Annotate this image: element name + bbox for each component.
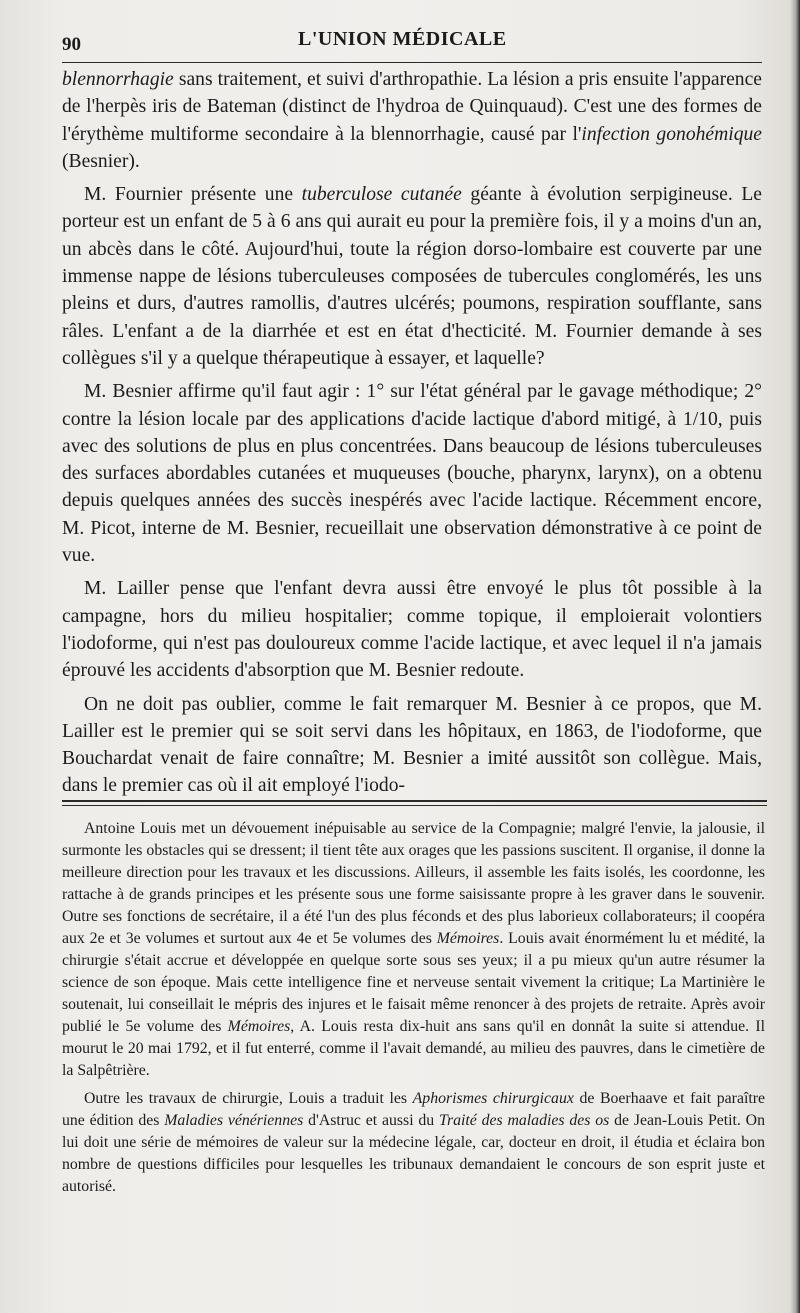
main-text	[62, 66, 762, 806]
page-number: 90	[62, 34, 81, 55]
page-header	[62, 24, 762, 60]
paragraph-3: M. Besnier affirme qu'il faut agir : 1° sur l'état général par le gavage méthodique; 2° contre la lésion locale par des applications d'acide lactique d'abord mitigé, à 1/10, puis avec des solutions de plus en plus concentrées. Dans beaucoup de lésions tuberculeuses des surfaces abordables cutanées et muqueuses (bouche, pharynx, larynx), on a obtenu depuis quelques années des succès inespérés avec l'acide lactique. Récemment encore, M. Picot, interne de M. Besnier, recueillait une observation démonstrative à ce point de vue.	[62, 381, 762, 567]
italic-text: tuberculose cutanée	[301, 184, 462, 206]
text-run: . Louis avait énormément lu et médité, la chirurgie s'était accrue et développée en quelque sorte sous ses yeux; il a pu mieux qu'un autre résumer la science de son époque. Mais cette intelligence fine et nerveuse sentait vivement la critique; La Martinière le soutenait, lui conseillait le mépris des injures et le faisait même renoncer à des projets de retraite. Après avoir publié le 5e volume des	[62, 930, 766, 1035]
italic-text: Mémoires	[227, 1018, 291, 1035]
footnote-paragraph-1	[62, 818, 765, 1082]
paragraph-4: M. Lailler pense que l'enfant devra aussi être envoyé le plus tôt possible à la campagne, hors du milieu hospitalier; comme topique, il emploierait volontiers l'iodoforme, qui n'est pas douloureux comme l'acide lactique, et avec lequel il n'a jamais éprouvé les accidents d'absorption que M. Besnier redoute.	[62, 578, 762, 682]
running-title: L'UNION MÉDICALE	[298, 28, 507, 50]
footnote-paragraph-2	[62, 1088, 765, 1198]
text-run: Antoine Louis met un dévouement inépuisable au service de la Compagnie; malgré l'envie, la jalousie, il surmonte les obstacles qui se dressent; il tient tête aux orages que les passions suscitent. Il organise, il donne la meilleure direction pour les travaux et les discussions. Ailleurs, il assemble les faits isolés, les coordonne, les rattache à de grands principes et les présente sous une forme saisissante propre à les graver dans le souvenir. Outre ses fonctions de secrétaire, il a été l'un des plus féconds et des plus laborieux collaborateurs; il coopéra aux 2e et 3e volumes et surtout aux 4e et 5e volumes des	[62, 820, 765, 947]
text-run: de Boerhaave et fait paraître une édition des	[62, 1090, 766, 1129]
text-run: Outre les travaux de chirurgie, Louis a traduit les	[84, 1090, 413, 1107]
paragraph-2	[62, 181, 762, 372]
header-rule	[62, 62, 762, 63]
italic-text: Mémoires	[436, 930, 500, 947]
italic-text: infection gonohémique	[581, 123, 762, 145]
text-run: de Jean-Louis Petit. On lui doit une série de mémoires de valeur sur la médecine légale, car, docteur en droit, il étudia et éclaira bon nombre de questions difficiles pour lesquelles les tribunaux demandaient le concours de son esprit juste et autorisé.	[62, 1112, 765, 1195]
italic-text: blennorrhagie	[62, 69, 174, 90]
text-run: , A. Louis resta dix-huit ans sans qu'il en donnât la suite si attendue. Il mourut le 20 mai 1792, et il fut enterré, comme il l'avait demandé, au milieu des pauvres, dans le cimetière de la Salpêtrière.	[62, 1018, 765, 1079]
paragraph-5: On ne doit pas oublier, comme le fait remarquer M. Besnier à ce propos, que M. Lailler est le premier qui se soit servi dans les hôpitaux, en 1863, de l'iodoforme, que Bouchardat venait de faire connaître; M. Besnier a imité aussitôt son collègue. Mais, dans le premier cas où il ait employé l'iodo-	[62, 693, 762, 797]
text-run: géante à évolution serpigineuse. Le porteur est un enfant de 5 à 6 ans qui aurait eu pour la première fois, il y a moins d'un an, un abcès dans le côté. Aujourd'hui, toute la région dorso-lombaire est couverte par une immense nappe de lésions tuberculeuses composées de tubercules conglomérés, les uns pleins et durs, d'autres ramollis, d'autres ulcérés; poumons, respiration soufflante, sans râles. L'enfant a de la diarrhée et est en état d'hecticité. M. Fournier demande à ses collègues s'il y a quelque thérapeutique à essayer, et laquelle?	[62, 184, 762, 369]
footnote-separator-thin	[62, 805, 767, 806]
footnotes	[62, 818, 765, 1204]
text-run: (Besnier).	[62, 150, 140, 172]
footnote-separator-thick	[62, 800, 767, 802]
italic-text: Maladies vénériennes	[164, 1112, 304, 1129]
text-run: M. Fournier présente une	[84, 184, 302, 206]
text-run: sans traitement, et suivi d'arthropathie. La lésion a pris ensuite l'apparence de l'herpès iris de Bateman (distinct de l'hydroa de Quinquaud). C'est une des formes de l'érythème multiforme secondaire à la blennorrhagie, causé par l'	[62, 69, 762, 145]
paragraph-1	[62, 66, 762, 175]
italic-text: Aphorismes chirurgicaux	[412, 1090, 574, 1107]
page-edge-shadow	[790, 0, 800, 1313]
italic-text: Traité des maladies des os	[439, 1112, 610, 1129]
text-run: d'Astruc et aussi du	[303, 1112, 440, 1129]
